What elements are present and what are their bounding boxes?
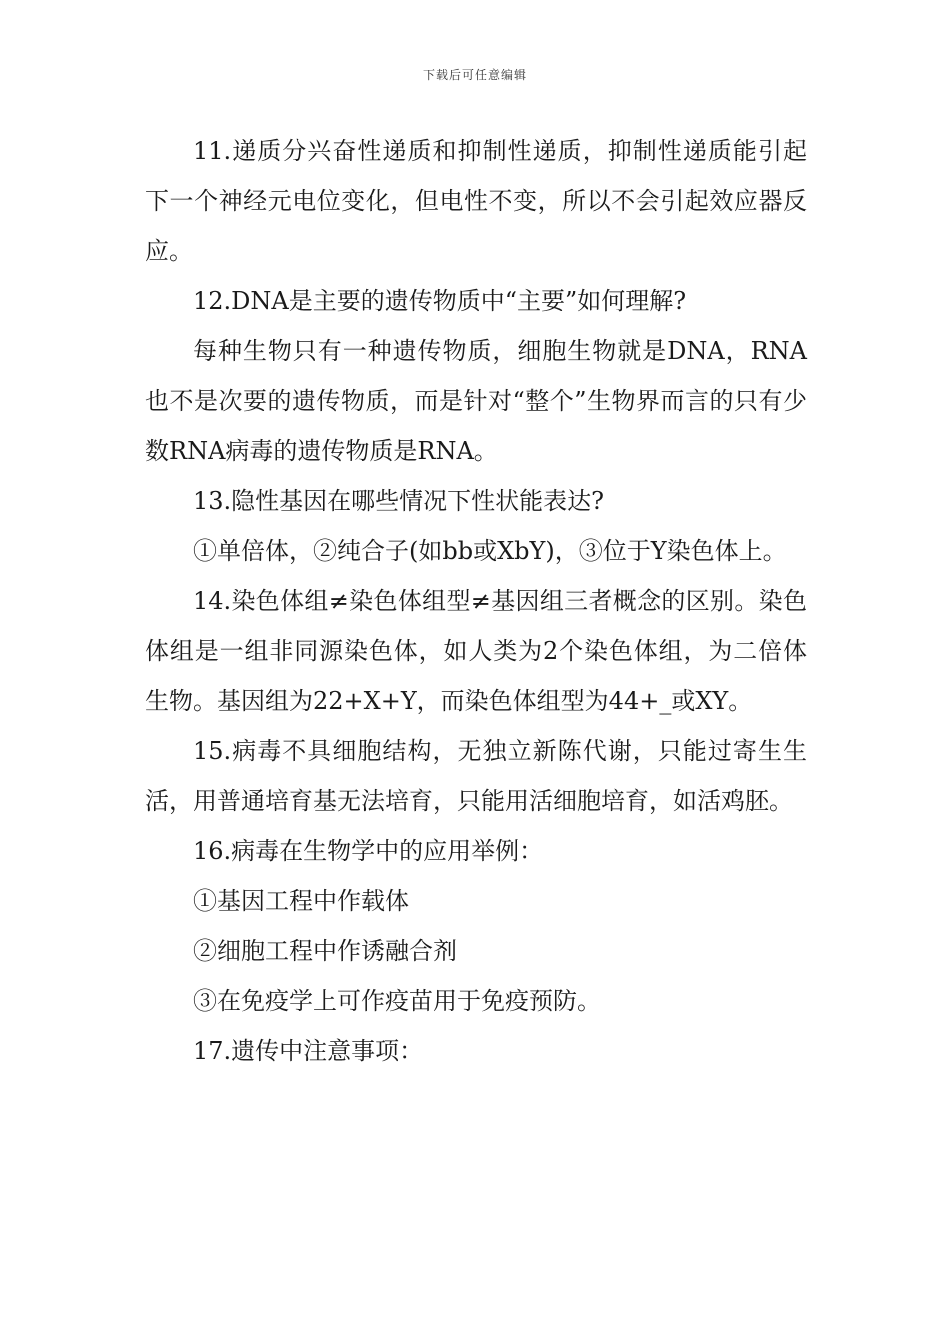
document-body: [145, 126, 807, 1076]
heading-item-16: 16.病毒在生物学中的应用举例：: [193, 837, 544, 865]
paragraph-item-14: 14.染色体组≠染色体组型≠基因组三者概念的区别。染色体组是一组非同源染色体，如人类为2个染色体组，为二倍体生物。基因组为22+X+Y，而染色体组型为44+_或XY。: [145, 587, 807, 715]
list-item-16-1: ①基因工程中作载体: [193, 887, 409, 915]
list-item-16-3: ③在免疫学上可作疫苗用于免疫预防。: [193, 987, 601, 1015]
paragraph-item-15: 15.病毒不具细胞结构，无独立新陈代谢，只能过寄生生活，用普通培育基无法培育，只能用活细胞培育，如活鸡胚。: [145, 737, 807, 815]
answer-item-13: ①单倍体，②纯合子(如bb或XbY)，③位于Y染色体上。: [193, 537, 787, 565]
question-item-12: 12.DNA是主要的遗传物质中“主要”如何理解?: [193, 287, 687, 315]
question-item-13: 13.隐性基因在哪些情况下性状能表达?: [193, 487, 605, 515]
paragraph-item-11: 11.递质分兴奋性递质和抑制性递质，抑制性递质能引起下一个神经元电位变化，但电性不变，所以不会引起效应器反应。: [145, 137, 807, 265]
page-header: 下载后可任意编辑: [422, 68, 527, 82]
answer-item-12: 每种生物只有一种遗传物质，细胞生物就是DNA，RNA也不是次要的遗传物质，而是针对“整个”生物界而言的只有少数RNA病毒的遗传物质是RNA。: [145, 337, 807, 465]
list-item-16-2: ②细胞工程中作诱融合剂: [193, 937, 457, 965]
heading-item-17: 17.遗传中注意事项：: [193, 1037, 424, 1065]
